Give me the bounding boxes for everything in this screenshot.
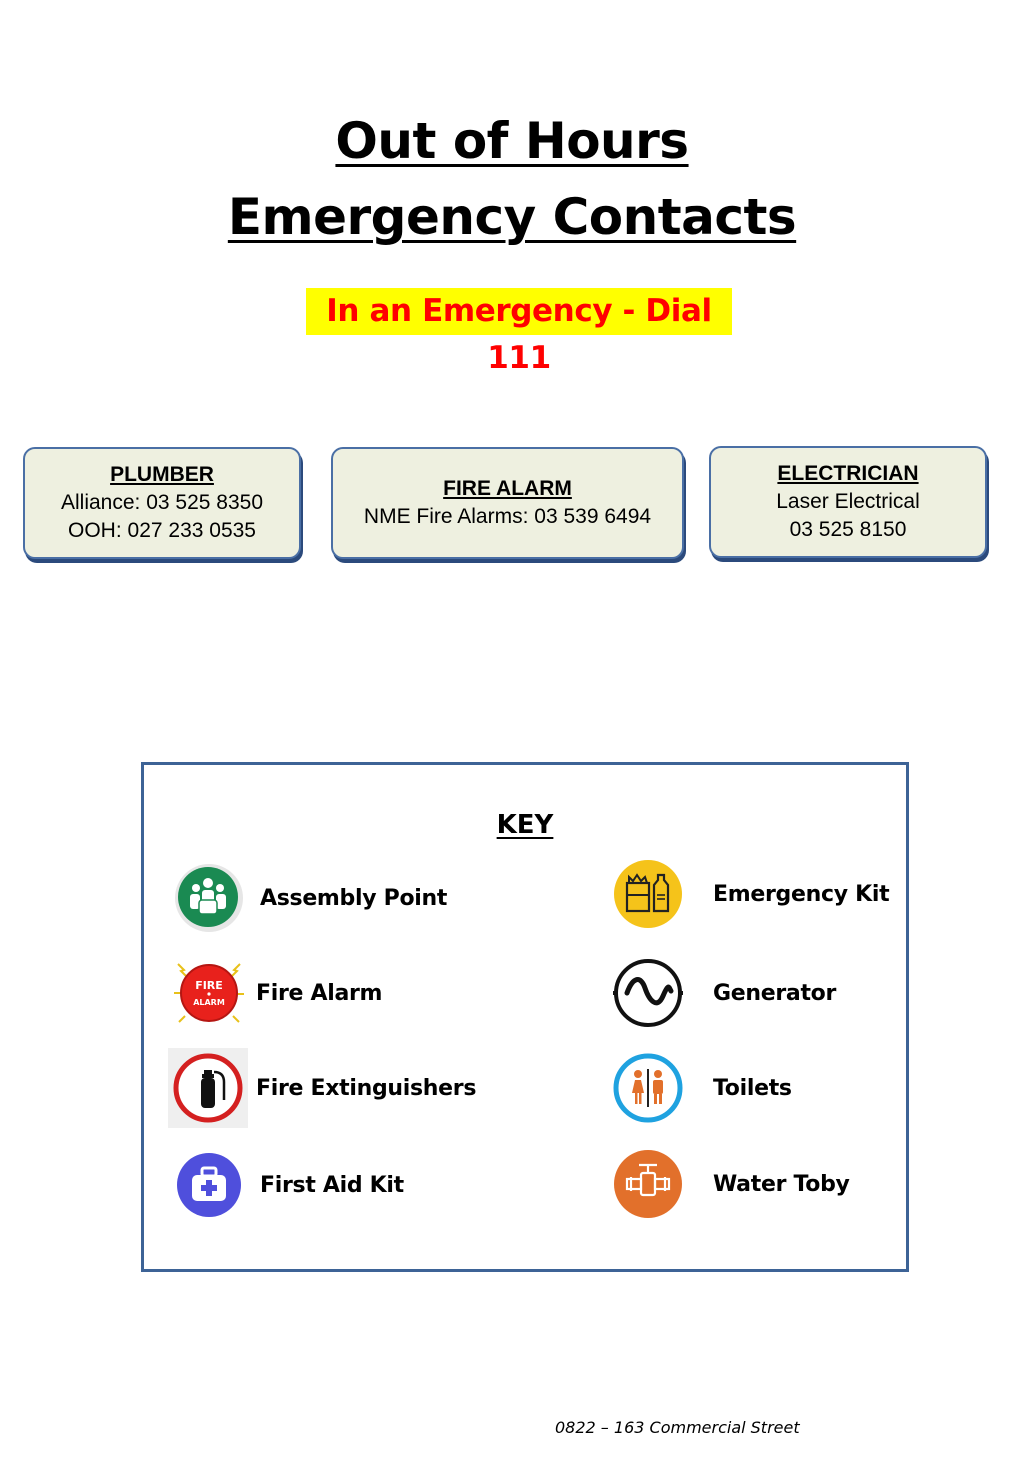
- key-label-generator: Generator: [713, 980, 837, 1006]
- electrician-line-1: Laser Electrical: [776, 490, 920, 513]
- water-toby-icon: [613, 1149, 683, 1219]
- key-item-water-toby: [613, 1149, 850, 1219]
- key-label-toilets: Toilets: [713, 1075, 792, 1101]
- plumber-line-2: OOH: 027 233 0535: [68, 519, 256, 542]
- footer-address: 0822 – 163 Commercial Street: [555, 1418, 800, 1437]
- key-item-emergency-kit: [613, 859, 889, 929]
- plumber-line-1: Alliance: 03 525 8350: [61, 491, 263, 514]
- svg-text:ALARM: ALARM: [193, 998, 225, 1007]
- fire-alarm-icon: [174, 958, 244, 1028]
- page-title-line-2: Emergency Contacts: [227, 188, 797, 246]
- assembly-point-icon: [174, 863, 244, 933]
- svg-text:FIRE: FIRE: [195, 979, 223, 992]
- key-item-fire-extinguishers: [168, 1048, 476, 1128]
- fire-alarm-line-1: NME Fire Alarms: 03 539 6494: [363, 505, 652, 528]
- key-title: KEY: [496, 810, 554, 840]
- page-title-line-1: Out of Hours: [335, 112, 689, 170]
- key-item-fire-alarm: [174, 958, 382, 1028]
- plumber-heading: PLUMBER: [110, 463, 214, 486]
- key-item-first-aid-kit: [174, 1150, 404, 1220]
- key-label-emergency-kit: Emergency Kit: [713, 881, 890, 907]
- fire-alarm-heading: FIRE ALARM: [443, 477, 572, 500]
- electrician-heading: ELECTRICIAN: [777, 462, 919, 485]
- fire-extinguisher-icon: [168, 1048, 248, 1128]
- key-box: [141, 762, 909, 1272]
- generator-icon: [613, 958, 683, 1028]
- plumber-contact-card: [23, 447, 301, 559]
- electrician-line-2: 03 525 8150: [789, 518, 907, 541]
- key-label-first-aid-kit: First Aid Kit: [260, 1172, 404, 1198]
- key-label-assembly-point: Assembly Point: [260, 885, 448, 911]
- electrician-contact-card: [709, 446, 987, 558]
- key-label-fire-alarm: Fire Alarm: [256, 980, 383, 1006]
- toilets-icon: [613, 1053, 683, 1123]
- key-item-assembly-point: [174, 863, 447, 933]
- key-label-fire-extinguishers: Fire Extinguishers: [256, 1075, 477, 1101]
- key-item-generator: [613, 958, 836, 1028]
- emergency-banner: In an Emergency - Dial 111: [306, 288, 732, 335]
- key-item-toilets: [613, 1053, 792, 1123]
- emergency-kit-icon: [613, 859, 683, 929]
- key-label-water-toby: Water Toby: [713, 1171, 850, 1197]
- fire-alarm-contact-card: [331, 447, 684, 559]
- first-aid-kit-icon: [174, 1150, 244, 1220]
